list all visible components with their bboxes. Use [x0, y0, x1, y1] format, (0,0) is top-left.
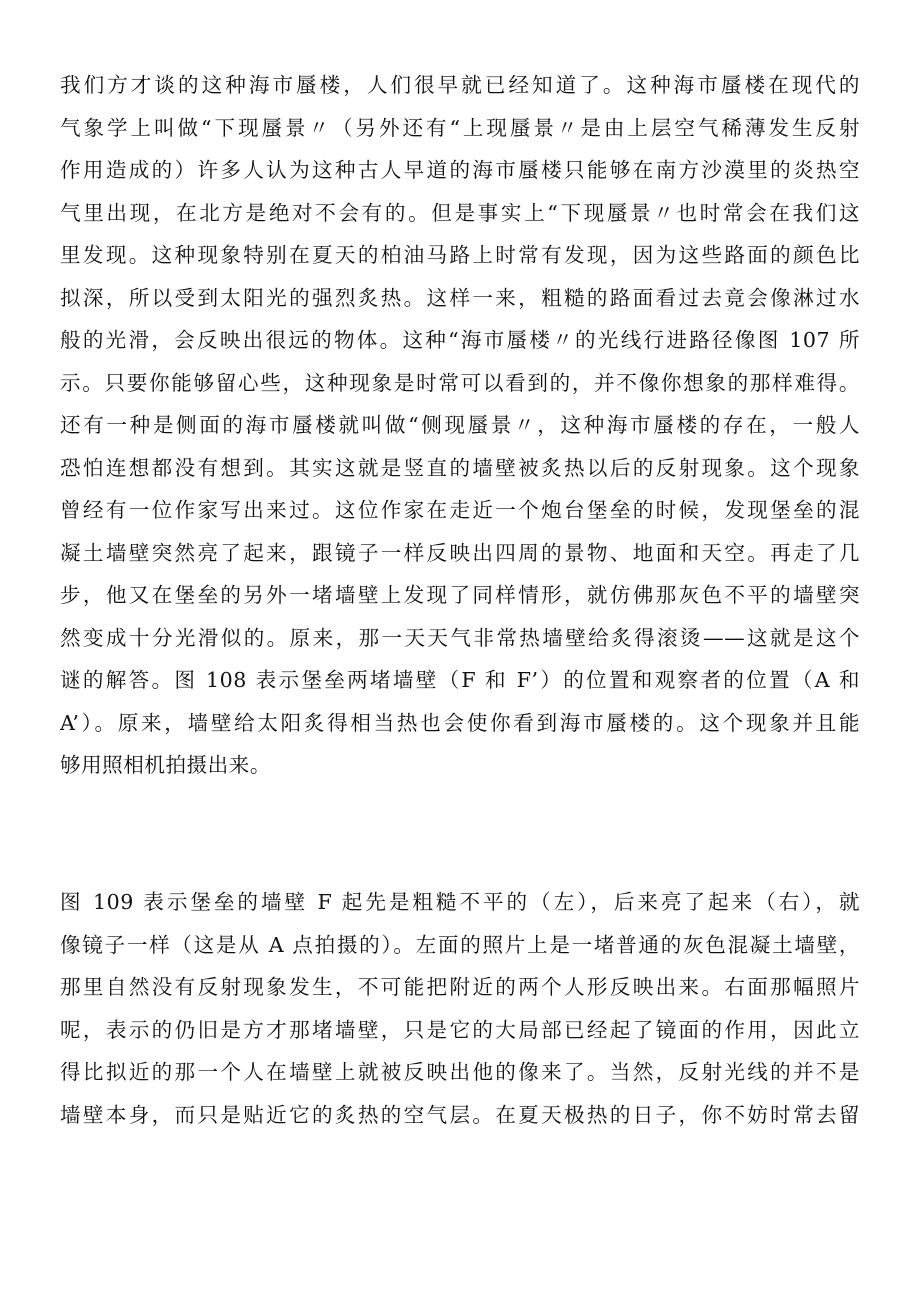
text-line: A’）。原来，墙壁给太阳炙得相当热也会使你看到海市蜃楼的。这个现象并且能	[60, 710, 860, 735]
text-line: 里发现。这种现象特别在夏天的柏油马路上时常有发现，因为这些路面的颜色比	[60, 243, 860, 267]
paragraph-1	[60, 64, 860, 787]
text-line: 步，他又在堡垒的另外一堵墙壁上发现了同样情形，就仿佛那灰色不平的墙壁突	[60, 583, 860, 607]
text-line: 气里出现，在北方是绝对不会有的。但是事实上“下现蜃景〃也时常会在我们这	[60, 200, 860, 225]
text-line: 然变成十分光滑似的。原来，那一天天气非常热墙壁给炙得滚烫——这就是这个	[60, 625, 860, 650]
paragraph-2	[60, 881, 860, 1136]
text-line: 谜的解答。图 108 表示堡垒两堵墙壁（F 和 F’）的位置和观察者的位置（A 和	[60, 668, 860, 692]
text-line: 般的光滑，会反映出很远的物体。这种“海市蜃楼〃的光线行进路径像图 107 所	[60, 328, 860, 352]
text-line: 作用造成的）许多人认为这种古人早道的海市蜃楼只能够在南方沙漠里的炎热空	[60, 158, 860, 182]
text-line: 还有一种是侧面的海市蜃楼就叫做“侧现蜃景〃，这种海市蜃楼的存在，一般人	[60, 413, 860, 437]
text-line: 像镜子一样（这是从 A 点拍摄的）。左面的照片上是一堵普通的灰色混凝土墙壁，	[60, 932, 860, 957]
text-line: 示。只要你能够留心些，这种现象是时常可以看到的，并不像你想象的那样难得。	[60, 370, 860, 395]
text-line: 气象学上叫做“下现蜃景〃（另外还有“上现蜃景〃是由上层空气稀薄发生反射	[60, 115, 860, 140]
text-line: 拟深，所以受到太阳光的强烈炙热。这样一来，粗糙的路面看过去竟会像淋过水	[60, 285, 860, 310]
text-line: 够用照相机拍摄出来。	[60, 753, 271, 777]
text-line: 呢，表示的仍旧是方才那堵墙壁，只是它的大局部已经起了镜面的作用，因此立	[60, 1017, 860, 1042]
text-line: 得比拟近的那一个人在墙壁上就被反映出他的像来了。当然，反射光线的并不是	[60, 1060, 860, 1084]
text-line: 恐怕连想都没有想到。其实这就是竖直的墙壁被炙热以后的反射现象。这个现象	[60, 455, 860, 480]
text-line: 图 109 表示堡垒的墙壁 F 起先是粗糙不平的（左），后来亮了起来（右），就	[60, 890, 860, 914]
text-line: 墙壁本身，而只是贴近它的炙热的空气层。在夏天极热的日子，你不妨时常去留	[60, 1102, 860, 1127]
text-line: 凝土墙壁突然亮了起来，跟镜子一样反映出四周的景物、地面和天空。再走了几	[60, 540, 860, 565]
text-line: 那里自然没有反射现象发生，不可能把附近的两个人形反映出来。右面那幅照片	[60, 975, 860, 999]
text-line: 我们方才谈的这种海市蜃楼，人们很早就已经知道了。这种海市蜃楼在现代的	[60, 73, 860, 97]
text-line: 曾经有一位作家写出来过。这位作家在走近一个炮台堡垒的时候，发现堡垒的混	[60, 498, 860, 522]
